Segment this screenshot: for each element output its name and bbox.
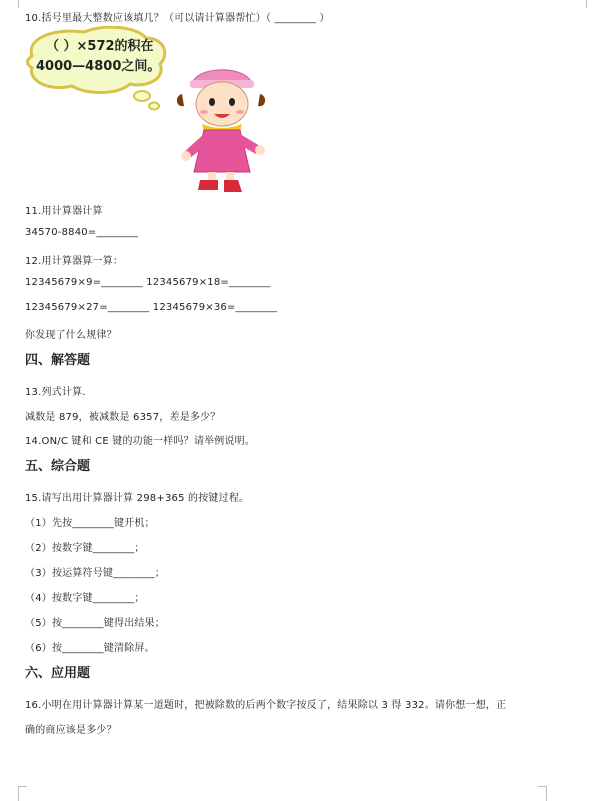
section-5-heading: 五、综合题: [25, 459, 91, 474]
question-12-line-1: 12345679×9=________ 12345679×18=________: [25, 277, 271, 288]
question-10-text: 10.括号里最大整数应该填几？（可以请计算器帮忙）（ ________ ）: [25, 13, 330, 24]
question-10-illustration: [24, 26, 274, 196]
question-13-text: 13.列式计算.: [25, 387, 86, 398]
question-14-text: 14.ON/C 键和 CE 键的功能一样吗？请举例说明。: [25, 436, 256, 447]
question-11-text: 11.用计算器计算: [25, 206, 103, 217]
bubble-dot-small: [149, 103, 159, 110]
question-16-line-2: 确的商应该是多少？: [25, 725, 117, 736]
question-15-step-2: （2）按数字键________；: [25, 543, 145, 554]
question-12-ask: 你发现了什么规律？: [25, 330, 117, 341]
question-15-step-4: （4）按数字键________；: [25, 593, 145, 604]
girl-figure: [177, 70, 265, 192]
question-15-text: 15.请写出用计算器计算 298+365 的按键过程。: [25, 493, 250, 504]
question-12-text: 12.用计算器算一算：: [25, 256, 124, 267]
section-4-heading: 四、解答题: [25, 353, 91, 368]
crop-mark-top-left: [18, 0, 33, 8]
crop-mark-top-right: [572, 0, 587, 8]
question-13-detail: 减数是 879，被减数是 6357，差是多少？: [25, 412, 221, 423]
crop-mark-bottom-left: [18, 786, 27, 801]
bubble-text-line2: 4000—4800之间。: [36, 59, 161, 74]
thinking-girl-image: [24, 26, 274, 196]
question-15-step-6: （6）按________键清除屏。: [25, 643, 155, 654]
question-16-line-1: 16.小明在用计算器计算某一道题时，把被除数的后两个数字按反了，结果除以 3 得 332。请你想一想，正: [25, 700, 507, 711]
question-15-step-1: （1）先按________键开机；: [25, 518, 155, 529]
bubble-text-line1: （ ）×572的积在: [46, 39, 154, 54]
bubble-dot-large: [134, 91, 150, 101]
section-6-heading: 六、应用题: [25, 666, 91, 681]
crop-mark-bottom-right: [538, 786, 547, 801]
question-12-line-2: 12345679×27=________ 12345679×36=________: [25, 302, 278, 313]
question-15-step-5: （5）按________键得出结果；: [25, 618, 165, 629]
question-11-expression: 34570-8840=________: [25, 227, 139, 238]
question-15-step-3: （3）按运算符号键________；: [25, 568, 165, 579]
